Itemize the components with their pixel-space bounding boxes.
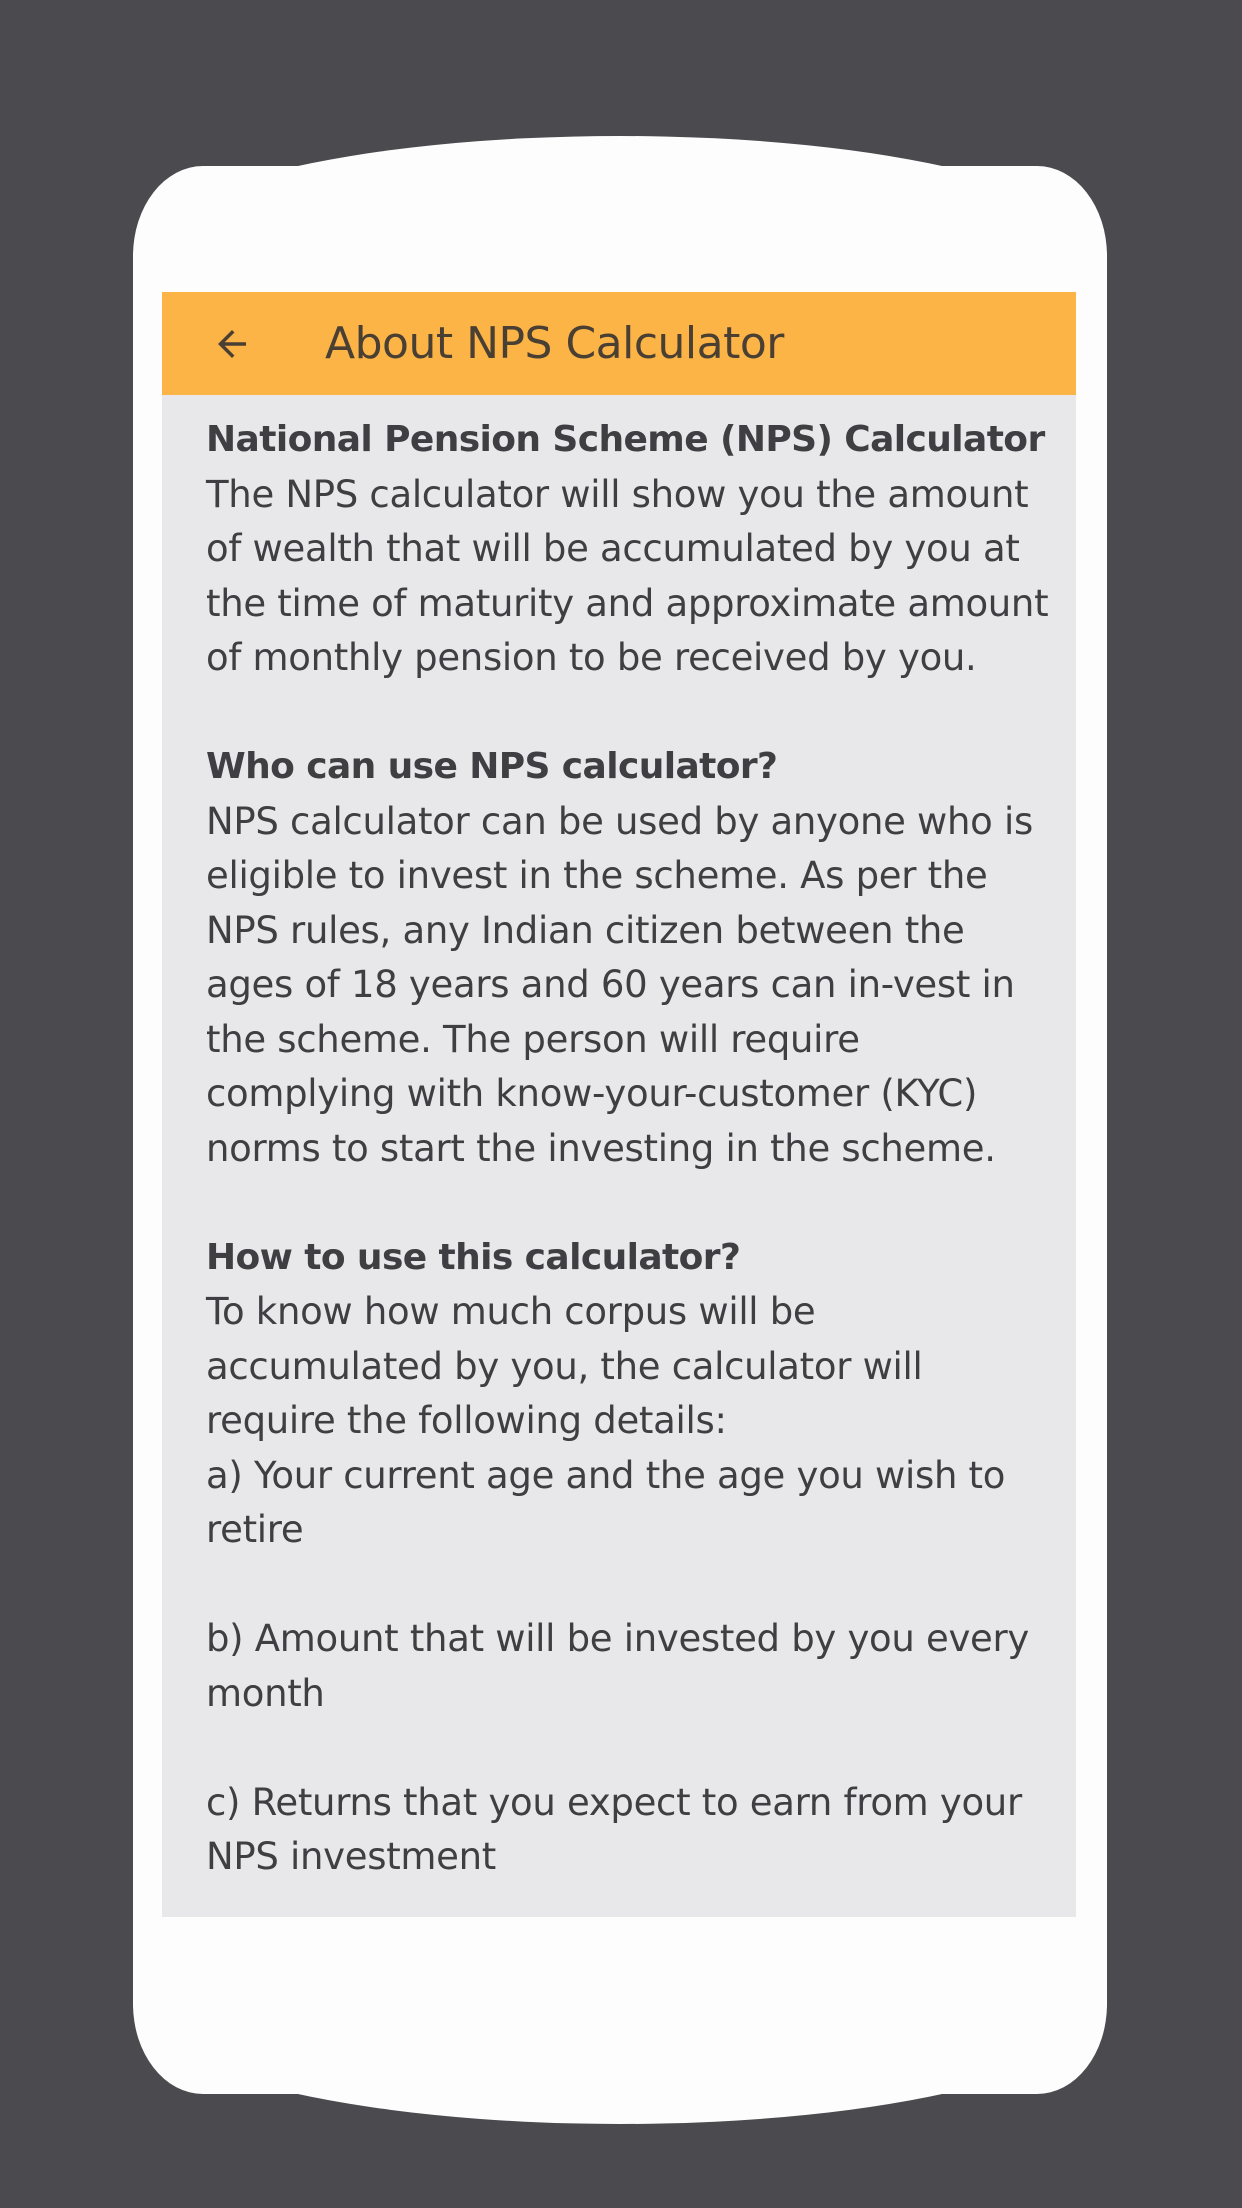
about-content xyxy=(206,413,1056,1885)
spacer xyxy=(206,1558,1056,1613)
page-title: About NPS Calculator xyxy=(325,318,784,369)
who-heading: Who can use NPS calculator? xyxy=(206,746,778,787)
spacer xyxy=(206,686,1056,741)
app-bar xyxy=(162,292,1076,395)
arrow-left-icon xyxy=(211,323,253,365)
how-heading: How to use this calculator? xyxy=(206,1236,741,1278)
who-body: NPS calculator can be used by anyone who is eligible to invest in the scheme. As per the NPS rules, any Indian citizen between the ages of 18 years and 60 years can in-vest in the scheme. The person will require complying with know-your-customer (KYC) norms to start the investing in the scheme. xyxy=(206,799,1033,1170)
how-body: To know how much corpus will be accumulated by you, the calculator will require the following details: xyxy=(206,1290,923,1442)
intro-body: The NPS calculator will show you the amount of wealth that will be accumulated by you at the time of maturity and approximate amount of monthly pension to be received by you. xyxy=(206,472,1049,679)
spacer xyxy=(206,1176,1056,1231)
app-screen xyxy=(162,292,1076,1917)
how-item-a: a) Your current age and the age you wish to retire xyxy=(206,1453,1006,1551)
back-button[interactable] xyxy=(202,314,262,374)
intro-heading: National Pension Scheme (NPS) Calculator xyxy=(206,419,1045,460)
spacer xyxy=(206,1721,1056,1776)
how-item-c: c) Returns that you expect to earn from your NPS investment xyxy=(206,1780,1022,1878)
how-item-b: b) Amount that will be invested by you every month xyxy=(206,1617,1030,1715)
